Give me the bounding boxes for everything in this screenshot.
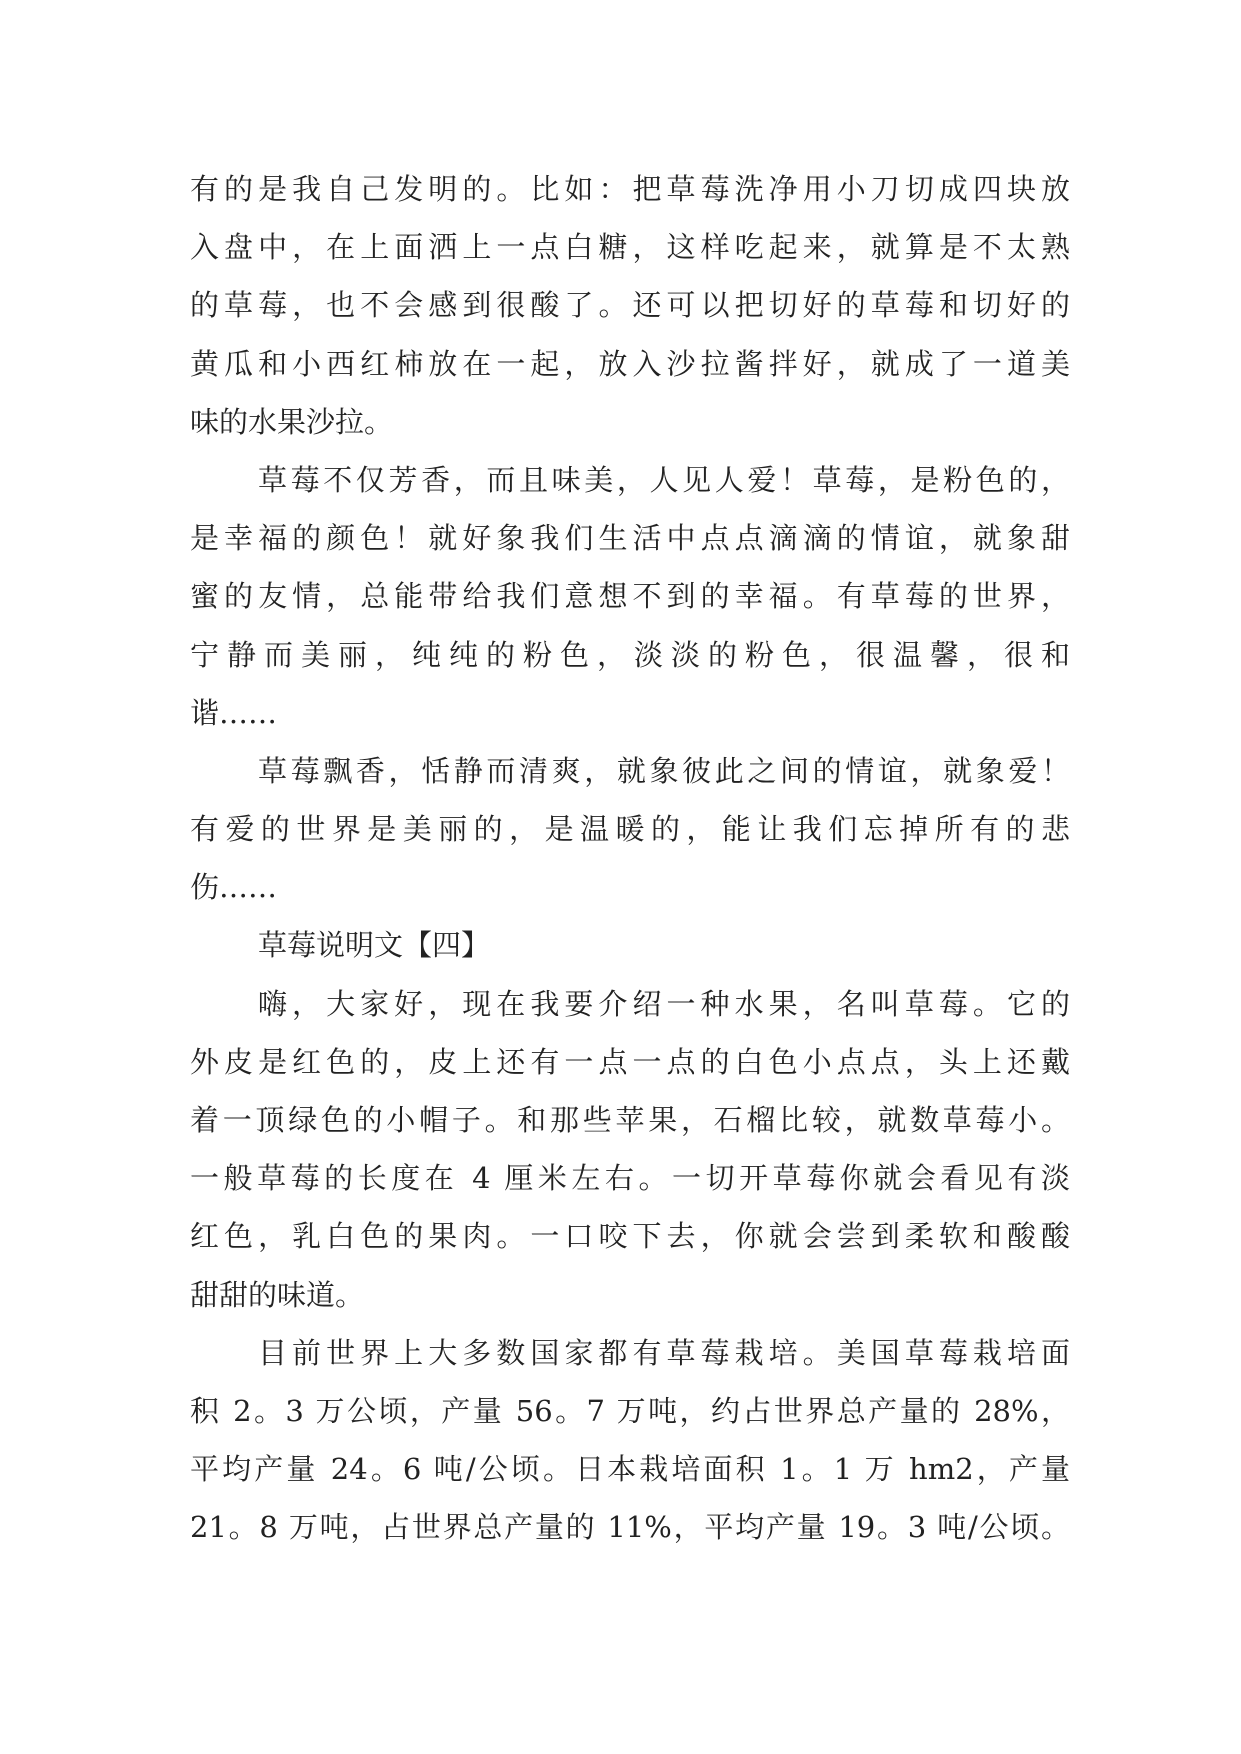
text-line: 甜甜的味道。 [190,1277,365,1312]
paragraph-start-line: 目前世界上大多数国家都有草莓栽培。美国草莓栽培面 [258,1335,1070,1370]
section-heading: 草莓说明文【四】 [258,928,491,963]
text-line: 积 2。3 万公顷，产量 56。7 万吨，约占世界总产量的 28%， [190,1393,1070,1428]
text-line: 黄瓜和小西红柿放在一起，放入沙拉酱拌好，就成了一道美 [190,346,1070,381]
text-line: 伤…… [190,870,278,905]
text-line: 外皮是红色的，皮上还有一点一点的白色小点点，头上还戴 [190,1044,1070,1079]
text-line: 着一顶绿色的小帽子。和那些苹果，石榴比较，就数草莓小。 [190,1103,1070,1137]
text-line: 一般草莓的长度在 4 厘米左右。一切开草莓你就会看见有淡 [190,1161,1070,1196]
paragraph-start-line: 草莓不仅芳香，而且味美，人见人爱！草莓，是粉色的， [258,462,1070,497]
document-body [190,160,1070,1557]
text-line: 宁静而美丽，纯纯的粉色，淡淡的粉色，很温馨，很和 [190,637,1070,672]
text-line: 入盘中，在上面洒上一点白糖，这样吃起来，就算是不太熟 [190,230,1070,265]
text-line: 红色，乳白色的果肉。一口咬下去，你就会尝到柔软和酸酸 [190,1219,1070,1254]
text-line: 有的是我自己发明的。比如：把草莓洗净用小刀切成四块放 [190,172,1070,206]
text-line: 21。8 万吨，占世界总产量的 11%，平均产量 19。3 吨/公顷。 [190,1510,1070,1545]
text-line: 蜜的友情，总能带给我们意想不到的幸福。有草莓的世界， [190,579,1070,614]
text-line: 平均产量 24。6 吨/公顷。日本栽培面积 1。1 万 hm2，产量 [190,1452,1070,1487]
paragraph-start-line: 嗨，大家好，现在我要介绍一种水果，名叫草莓。它的 [258,986,1070,1021]
text-line: 谐…… [190,695,278,730]
text-line: 有爱的世界是美丽的，是温暖的，能让我们忘掉所有的悲 [190,812,1070,847]
paragraph-start-line: 草莓飘香，恬静而清爽，就象彼此之间的情谊，就象爱！ [258,753,1070,788]
text-line: 是幸福的颜色！就好象我们生活中点点滴滴的情谊，就象甜 [190,521,1070,556]
text-line: 味的水果沙拉。 [190,404,394,439]
text-line: 的草莓，也不会感到很酸了。还可以把切好的草莓和切好的 [190,288,1070,323]
